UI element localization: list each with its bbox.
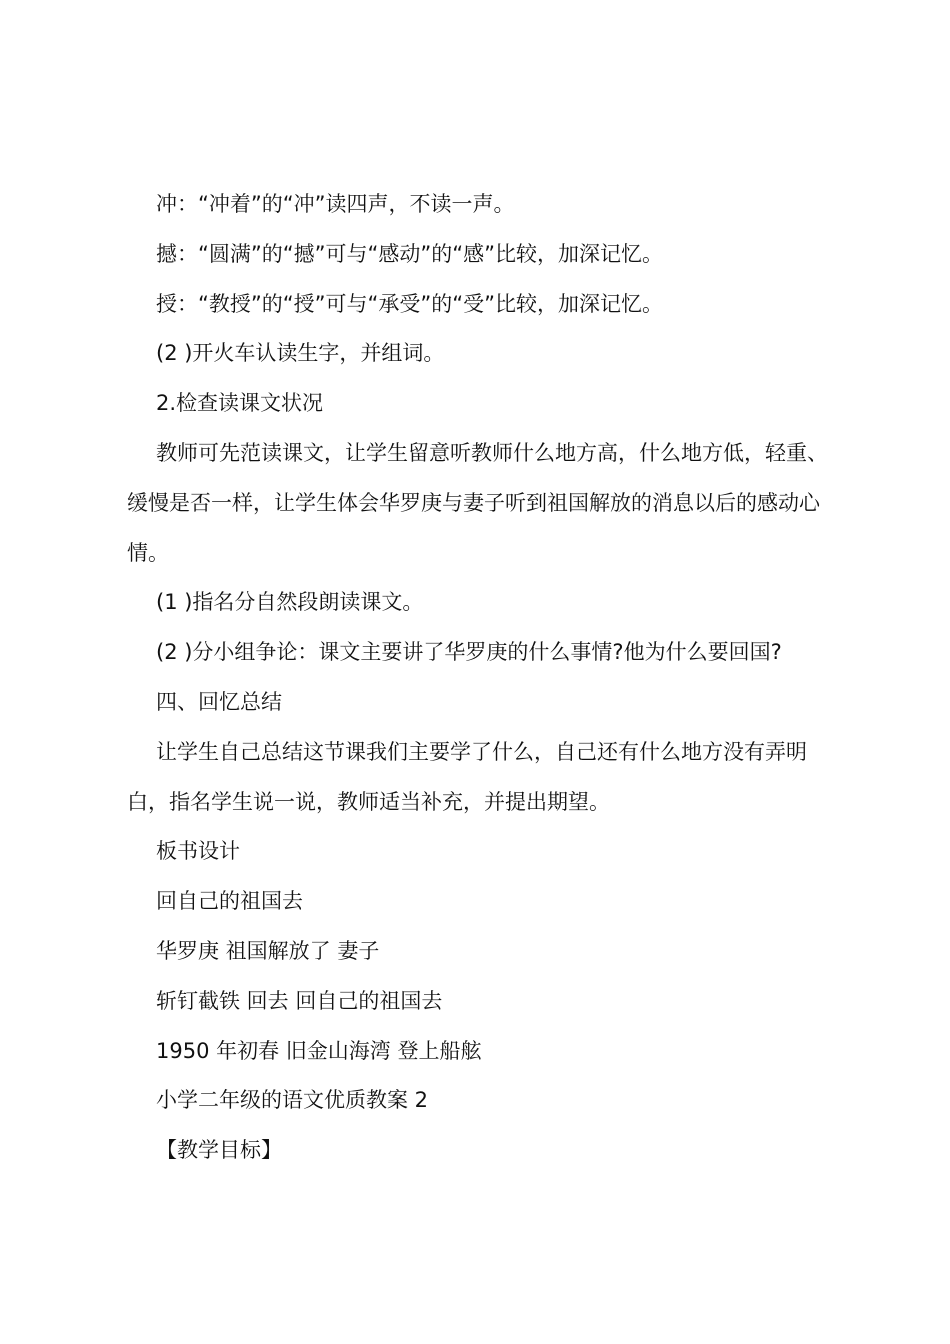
lesson-plan-title: 小学二年级的语文优质教案 2 — [156, 1088, 429, 1113]
paragraph-train-reading: (2 )开火车认读生字，并组词。 — [156, 341, 445, 366]
section-heading-check-reading: 2.检查读课文状况 — [156, 391, 324, 416]
section-heading-teaching-goals: 【教学目标】 — [156, 1138, 282, 1163]
section-heading-review-summary: 四、回忆总结 — [156, 689, 282, 714]
section-heading-board-design: 板书设计 — [156, 839, 240, 864]
paragraph-student-summary: 让学生自己总结这节课我们主要学了什么，自己还有什么地方没有弄明白，指名学生说一说，教师适当补充，并提出期望。 — [127, 739, 807, 814]
board-line-2: 斩钉截铁 回去 回自己的祖国去 — [156, 988, 443, 1013]
paragraph-group-discussion: (2 )分小组争论：课文主要讲了华罗庚的什么事情?他为什么要回国? — [156, 640, 782, 665]
board-line-title: 回自己的祖国去 — [156, 889, 303, 914]
paragraph-character-han: 撼：“圆满”的“撼”可与“感动”的“感”比较，加深记忆。 — [156, 241, 664, 266]
paragraph-character-shou: 授：“教授”的“授”可与“承受”的“受”比较，加深记忆。 — [156, 291, 664, 316]
board-line-1: 华罗庚 祖国解放了 妻子 — [156, 938, 380, 963]
paragraph-teacher-model-reading: 教师可先范读课文，让学生留意听教师什么地方高，什么地方低，轻重、缓慢是否一样，让学生体会华罗庚与妻子听到祖国解放的消息以后的感动心情。 — [127, 440, 828, 565]
board-line-3: 1950 年初春 旧金山海湾 登上船舷 — [156, 1038, 482, 1063]
paragraph-pronunciation-chong: 冲：“冲着”的“冲”读四声，不读一声。 — [156, 192, 515, 216]
document-body — [127, 180, 835, 1176]
paragraph-paragraph-reading: (1 )指名分自然段朗读课文。 — [156, 590, 424, 615]
